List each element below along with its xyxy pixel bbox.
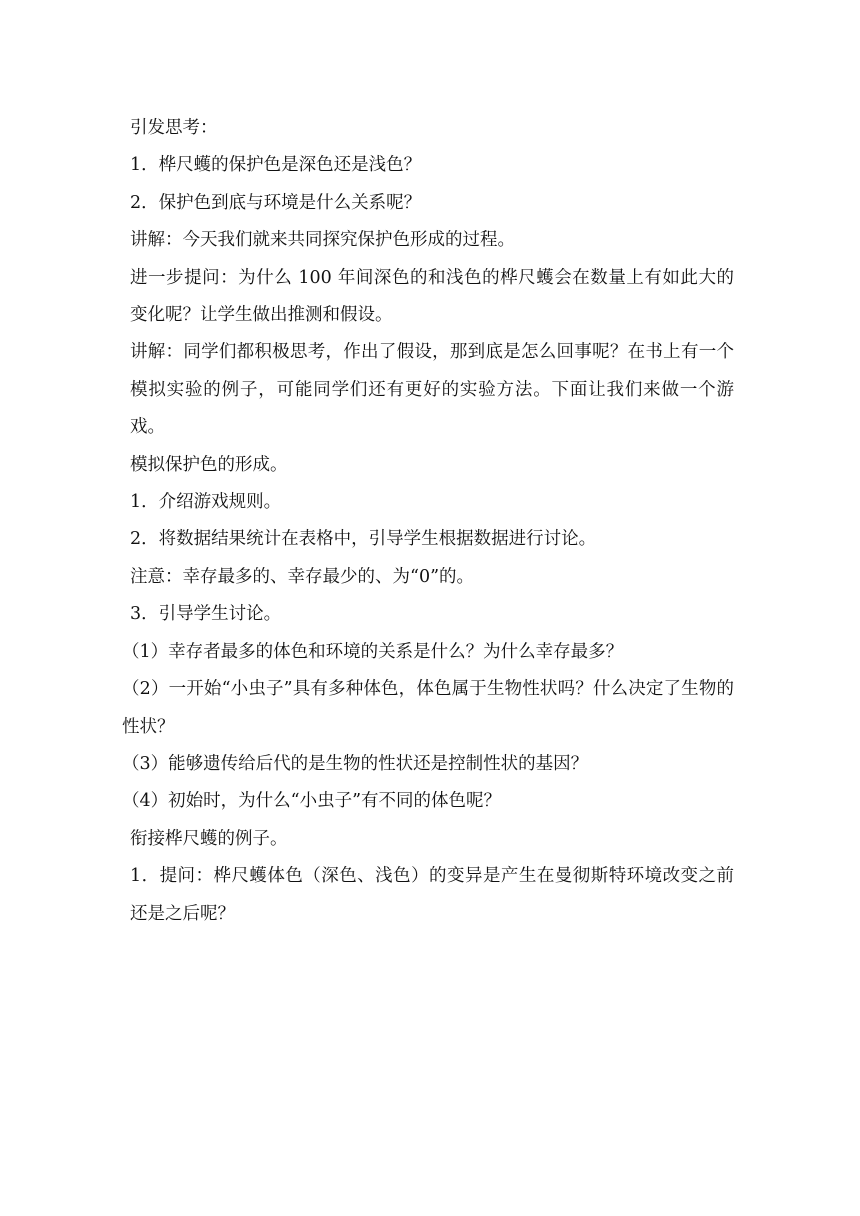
paragraph-further-question: 进一步提问：为什么 100 年间深色的和浅色的桦尺蠖会在数量上有如此大的变化呢？让学生做出推测和假设。 xyxy=(130,267,734,326)
paragraph-discussion-2: （2）一开始“小虫子”具有多种体色，体色属于生物性状吗？什么决定了生物的性状？ xyxy=(122,679,734,737)
paragraph-explanation-2: 讲解：同学们都积极思考，作出了假设，那到底是怎么回事呢？在书上有一个模拟实验的例子，可能同学们还有更好的实验方法。下面让我们来做一个游戏。 xyxy=(130,342,734,438)
paragraph-discussion-1: （1）幸存者最多的体色和环境的关系是什么？为什么幸存最多？ xyxy=(122,641,624,662)
paragraph-discussion-3: （3）能够遗传给后代的是生物的性状还是控制性状的基因？ xyxy=(122,753,589,774)
paragraph-step-3: 3．引导学生讨论。 xyxy=(130,604,282,625)
paragraph-prompt-heading: 引发思考： xyxy=(130,118,218,138)
paragraph-explanation-1: 讲解：今天我们就来共同探究保护色形成的过程。 xyxy=(130,230,515,251)
paragraph-discussion-4: （4）初始时，为什么“小虫子”有不同的体色呢？ xyxy=(122,791,502,812)
paragraph-simulation-heading: 模拟保护色的形成。 xyxy=(130,454,288,475)
paragraph-step-1: 1．介绍游戏规则。 xyxy=(130,492,282,513)
paragraph-note: 注意：幸存最多的、幸存最少的、为“0”的。 xyxy=(130,566,475,587)
paragraph-link-question: 1．提问：桦尺蠖体色（深色、浅色）的变异是产生在曼彻斯特环境改变之前还是之后呢？ xyxy=(130,866,734,924)
paragraph-question-2: 2．保护色到底与环境是什么关系呢？ xyxy=(130,192,422,213)
document-body xyxy=(122,110,734,933)
paragraph-step-2: 2．将数据结果统计在表格中，引导学生根据数据进行讨论。 xyxy=(130,529,597,550)
paragraph-link-heading: 衔接桦尺蠖的例子。 xyxy=(130,828,288,849)
paragraph-question-1: 1．桦尺蠖的保护色是深色还是浅色？ xyxy=(130,155,422,176)
